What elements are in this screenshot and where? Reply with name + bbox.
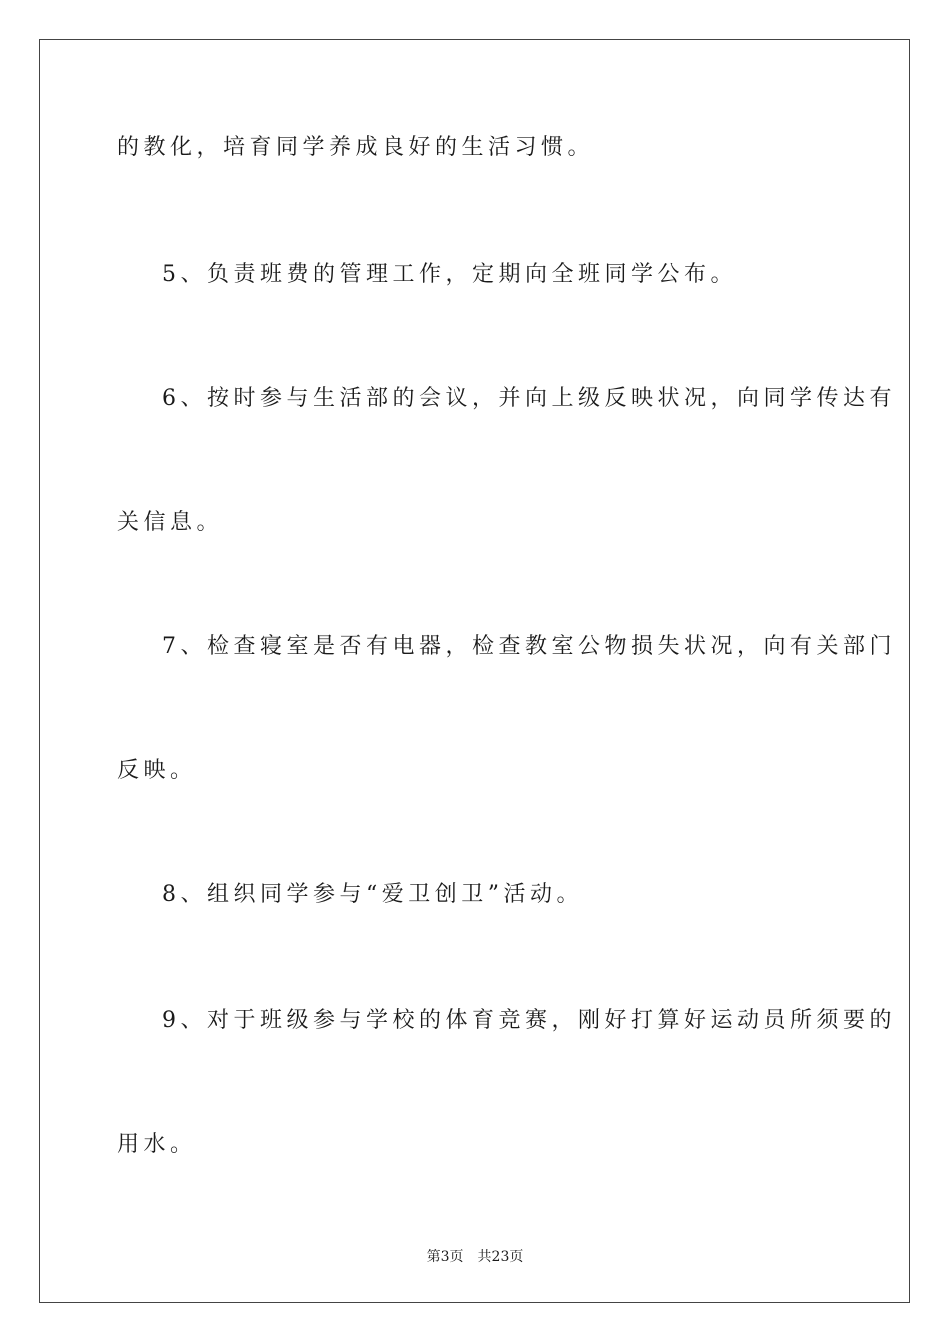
paragraph-item-6-continued: 关信息。 (117, 510, 224, 535)
paragraph-item-7-continued: 反映。 (117, 758, 197, 783)
page-total: 共23页 (477, 1249, 524, 1265)
paragraph-item-5: 5、负责班费的管理工作，定期向全班同学公布。 (162, 262, 737, 287)
paragraph-item-9: 9、对于班级参与学校的体育竞赛，刚好打算好运动员所须要的 (162, 1008, 896, 1033)
paragraph-item-9-continued: 用水。 (117, 1132, 197, 1157)
page-footer (0, 1247, 950, 1267)
page-number: 第3页 (426, 1249, 464, 1265)
paragraph-item-7: 7、检查寝室是否有电器，检查教室公物损失状况，向有关部门 (162, 634, 896, 659)
page-border (39, 39, 910, 1303)
paragraph-item-6: 6、按时参与生活部的会议，并向上级反映状况，向同学传达有 (162, 386, 896, 411)
paragraph-item-8: 8、组织同学参与“爱卫创卫”活动。 (162, 882, 583, 907)
paragraph-line-1: 的教化，培育同学养成良好的生活习惯。 (117, 135, 595, 160)
